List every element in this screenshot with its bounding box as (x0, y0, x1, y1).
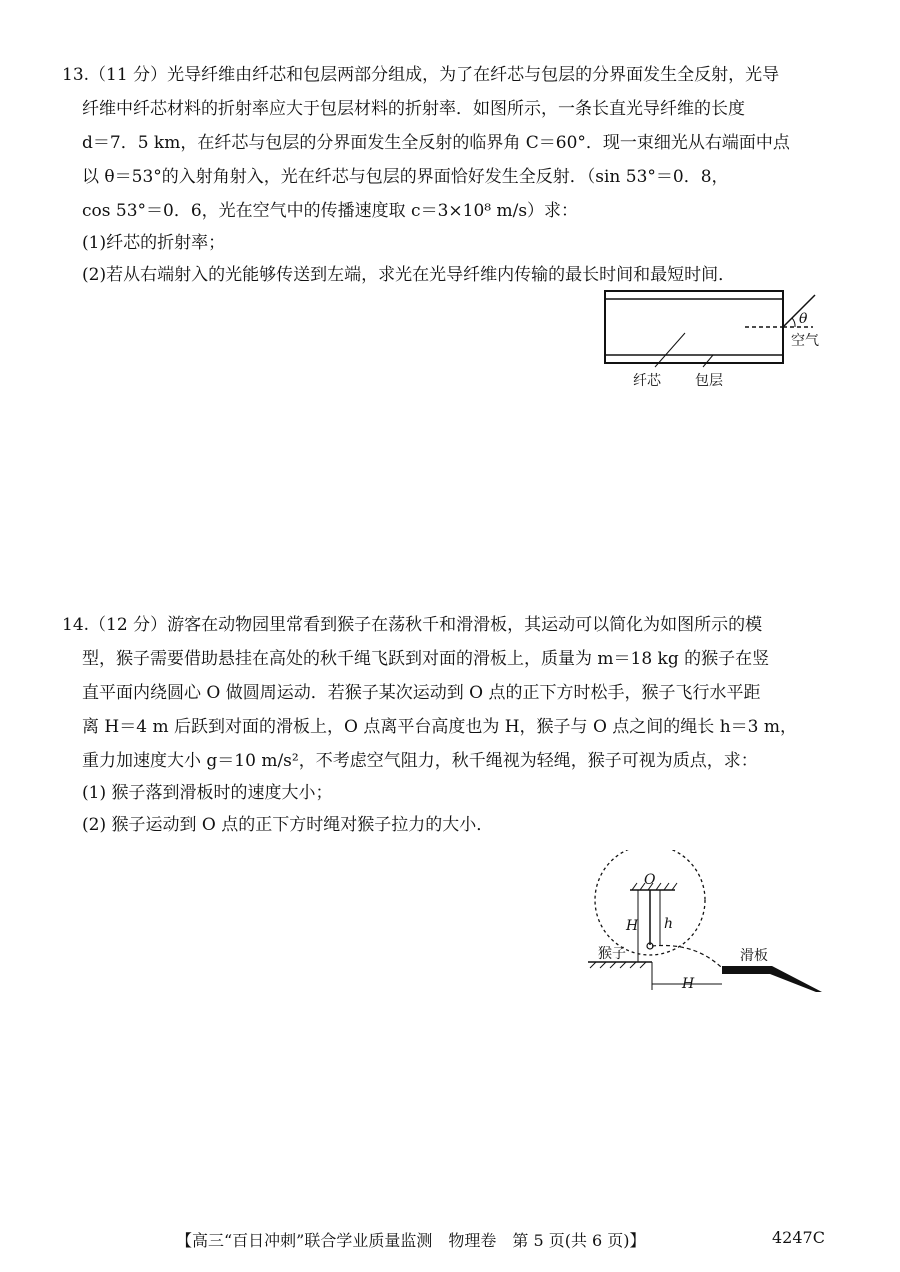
angle-arc (792, 318, 795, 327)
monkey-label: 猴子 (598, 946, 626, 962)
q13-line-3: d＝7．5 km，在纤芯与包层的分界面发生全反射的临界角 C＝60°．现一束细光从右端面中点 (82, 133, 790, 153)
q13-line-4: 以 θ＝53°的入射角射入，光在纤芯与包层的界面恰好发生全反射．（sin 53°＝0．8， (82, 167, 729, 187)
core-label: 纤芯 (633, 373, 661, 389)
slide-label: 滑板 (740, 948, 768, 964)
q14-line-4: 离 H＝4 m 后跃到对面的滑板上，O 点离平台高度也为 H，猴子与 O 点之间的绳长 h＝3 m， (82, 717, 797, 737)
q13-subq-2: (2)若从右端射入的光能够传送到左端，求光在光导纤维内传输的最长时间和最短时间． (82, 265, 736, 285)
projectile-trajectory (652, 945, 722, 968)
q14-line-3: 直平面内绕圆心 O 做圆周运动．若猴子某次运动到 O 点的正下方时松手，猴子飞行水平距 (82, 683, 761, 703)
q14-line-2: 型，猴子需要借助悬挂在高处的秋千绳飞跃到对面的滑板上，质量为 m＝18 kg 的猴子在竖 (82, 649, 770, 669)
q14-line-1: 14.（12 分）游客在动物园里常看到猴子在荡秋千和滑滑板，其运动可以简化为如图所示的模 (62, 615, 763, 635)
core-leader-line (655, 333, 685, 367)
page-footer: 【高三“百日冲刺”联合学业质量监测 物理卷 第 5 页(共 6 页)】 (176, 1231, 646, 1250)
q13-line-1: 13.（11 分）光导纤维由纤芯和包层两部分组成，为了在纤芯与包层的分界面发生全反射，光导 (62, 65, 780, 85)
cladding-leader-line (703, 355, 713, 367)
H-vertical-label: H (626, 918, 639, 934)
fiber-diagram (595, 285, 845, 395)
q14-subq-2: (2) 猴子运动到 O 点的正下方时绳对猴子拉力的大小． (82, 815, 494, 835)
q14-subq-1: (1) 猴子落到滑板时的速度大小； (82, 783, 333, 803)
q13-subq-1: (1)纤芯的折射率； (82, 233, 226, 253)
q13-line-2: 纤维中纤芯材料的折射率应大于包层材料的折射率．如图所示，一条长直光导纤维的长度 (82, 99, 745, 119)
fiber-outer-boundary (605, 291, 783, 363)
h-label: h (664, 916, 674, 932)
air-label: 空气 (791, 333, 819, 349)
q14-line-5: 重力加速度大小 g＝10 m/s²，不考虑空气阻力，秋千绳视为轻绳，猴子可视为质点，求： (82, 751, 758, 771)
slide-board (722, 966, 822, 992)
O-label: O (644, 872, 656, 888)
platform-hatching (590, 962, 646, 968)
cladding-label: 包层 (695, 373, 723, 389)
H-horizontal-label: H (682, 976, 695, 992)
paper-code: 4247C (772, 1228, 825, 1247)
theta-label: θ (799, 311, 808, 327)
swing-diagram (580, 850, 830, 1000)
q13-line-5: cos 53°＝0．6，光在空气中的传播速度取 c＝3×10⁸ m/s）求： (82, 201, 579, 221)
